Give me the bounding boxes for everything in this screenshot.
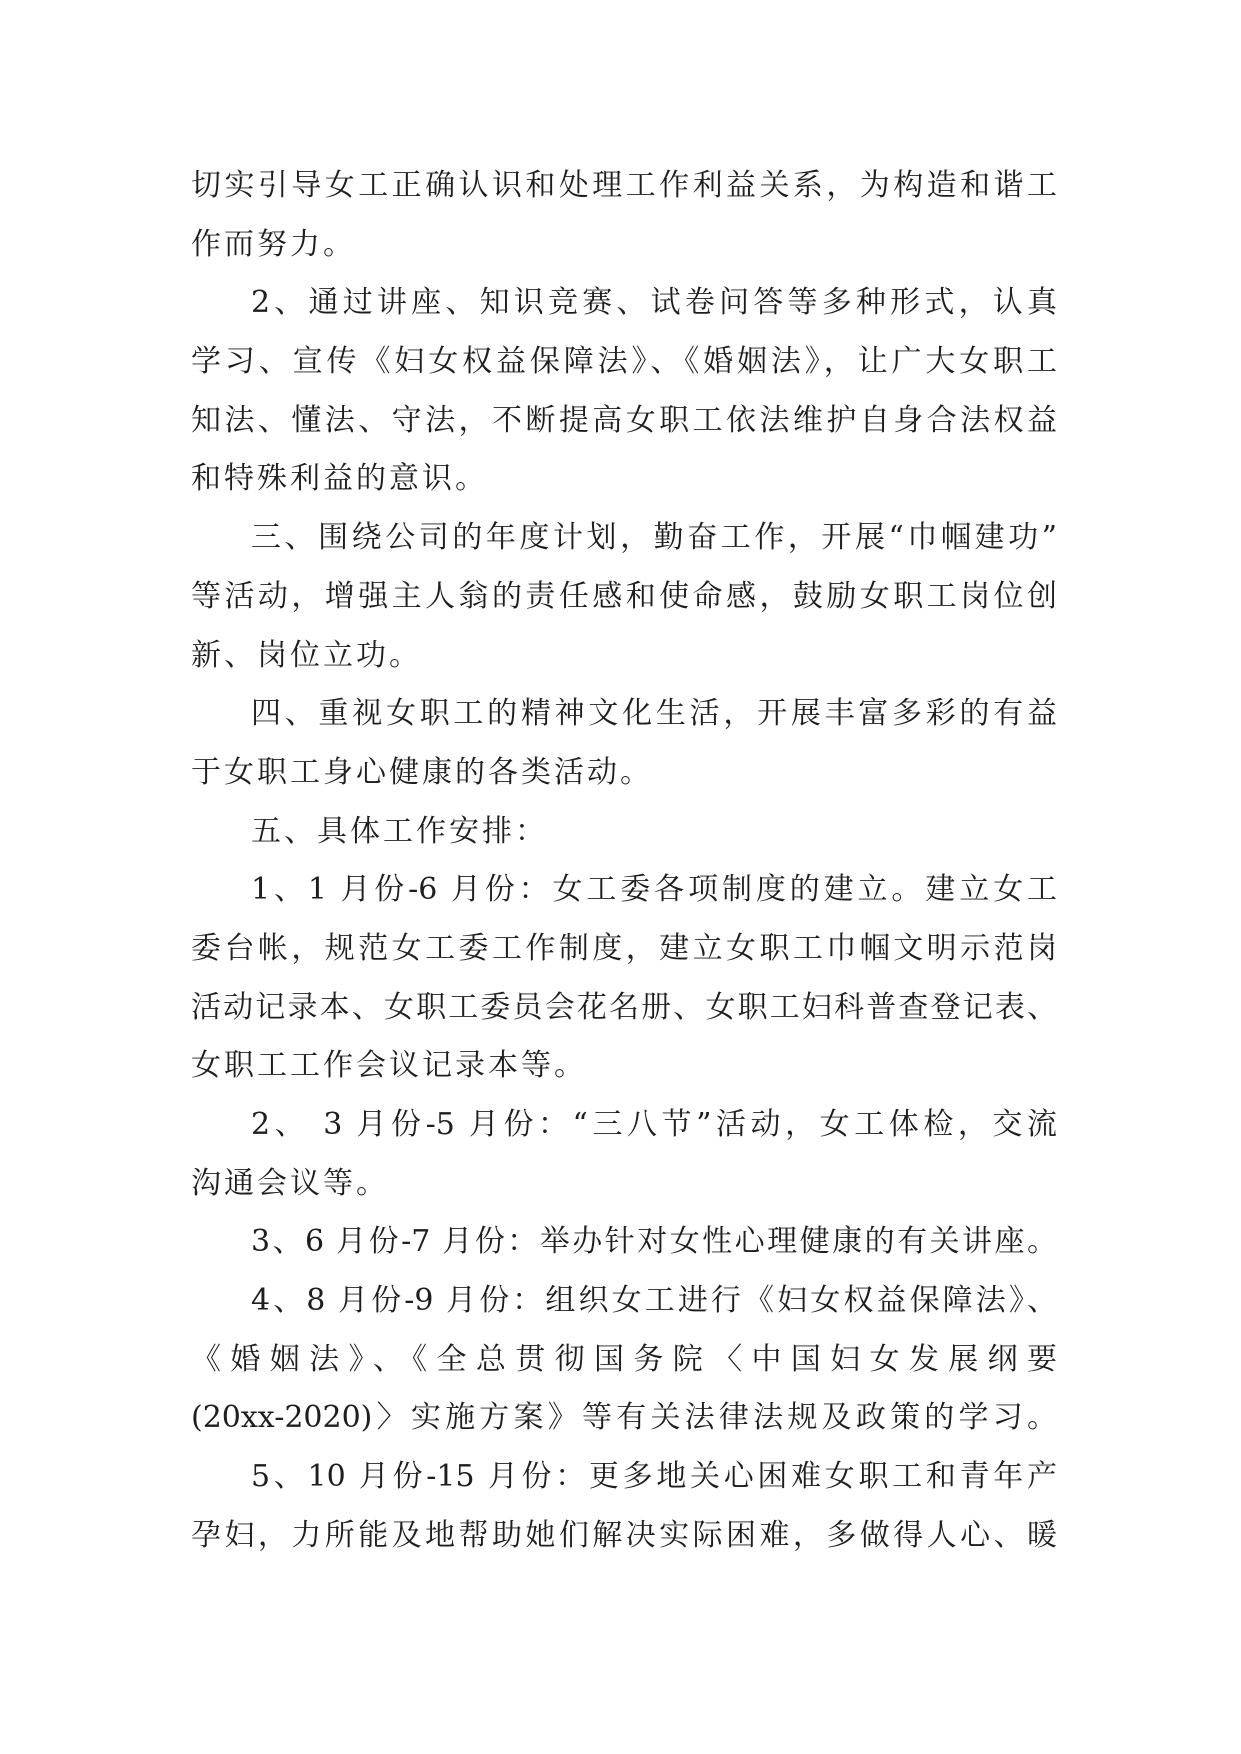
text-line: 女职工工作会议记录本等。 [191,1048,587,1084]
text-line: 4、8 月份-9 月份：组织女工进行《妇女权益保障法》、 [251,1283,1057,1319]
text-line: 5、10 月份-15 月份：更多地关心困难女职工和青年产 [251,1459,1057,1495]
text-line: 1、1 月份-6 月份：女工委各项制度的建立。建立女工 [251,872,1057,908]
text-line: 活动记录本、女职工委员会花名册、女职工妇科普查登记表、 [191,989,1057,1025]
paragraph [191,1272,1057,1448]
paragraph [191,274,1057,509]
text-line: 孕妇，力所能及地帮助她们解决实际困难，多做得人心、暖 [191,1517,1057,1553]
text-line: 和特殊利益的意识。 [191,461,488,497]
text-line: 切实引导女工正确认识和处理工作利益关系，为构造和谐工 [191,168,1057,203]
paragraph [191,1448,1057,1565]
paragraph [191,1096,1057,1213]
text-line: 四、重视女职工的精神文化生活，开展丰富多彩的有益 [251,696,1057,732]
document-body [191,157,1057,1566]
text-line: 委台帐，规范女工委工作制度，建立女职工巾帼文明示范岗 [191,930,1057,966]
paragraph [191,861,1057,1096]
text-line: 作而努力。 [191,226,356,262]
paragraph [191,1213,1057,1272]
text-line: 知法、懂法、守法，不断提高女职工依法维护自身合法权益 [191,402,1057,438]
text-line: 2、通过讲座、知识竞赛、试卷问答等多种形式，认真 [251,285,1057,321]
text-line: 于女职工身心健康的各类活动。 [191,754,653,790]
text-line: 2、 3 月份-5 月份：“三八节”活动，女工体检，交流 [251,1107,1057,1142]
text-line: 等活动，增强主人翁的责任感和使命感，鼓励女职工岗位创 [191,578,1057,614]
text-line: 新、岗位立功。 [191,637,422,673]
section-heading [191,803,1057,862]
text-line: 《婚姻法》、《全总贯彻国务院〈中国妇女发展纲要 [191,1341,1057,1377]
text-line: 3、6 月份-7 月份：举办针对女性心理健康的有关讲座。 [251,1224,1057,1260]
text-line: 五、具体工作安排： [251,813,548,849]
text-line: 三、围绕公司的年度计划，勤奋工作，开展“巾帼建功” [251,520,1057,556]
text-line: 学习、宣传《妇女权益保障法》、《婚姻法》，让广大女职工 [191,344,1057,380]
paragraph [191,157,1057,274]
paragraph [191,509,1057,685]
text-line: 沟通会议等。 [191,1165,389,1201]
paragraph [191,685,1057,802]
text-line: (20xx-2020)〉实施方案》等有关法律法规及政策的学习。 [191,1400,1057,1436]
